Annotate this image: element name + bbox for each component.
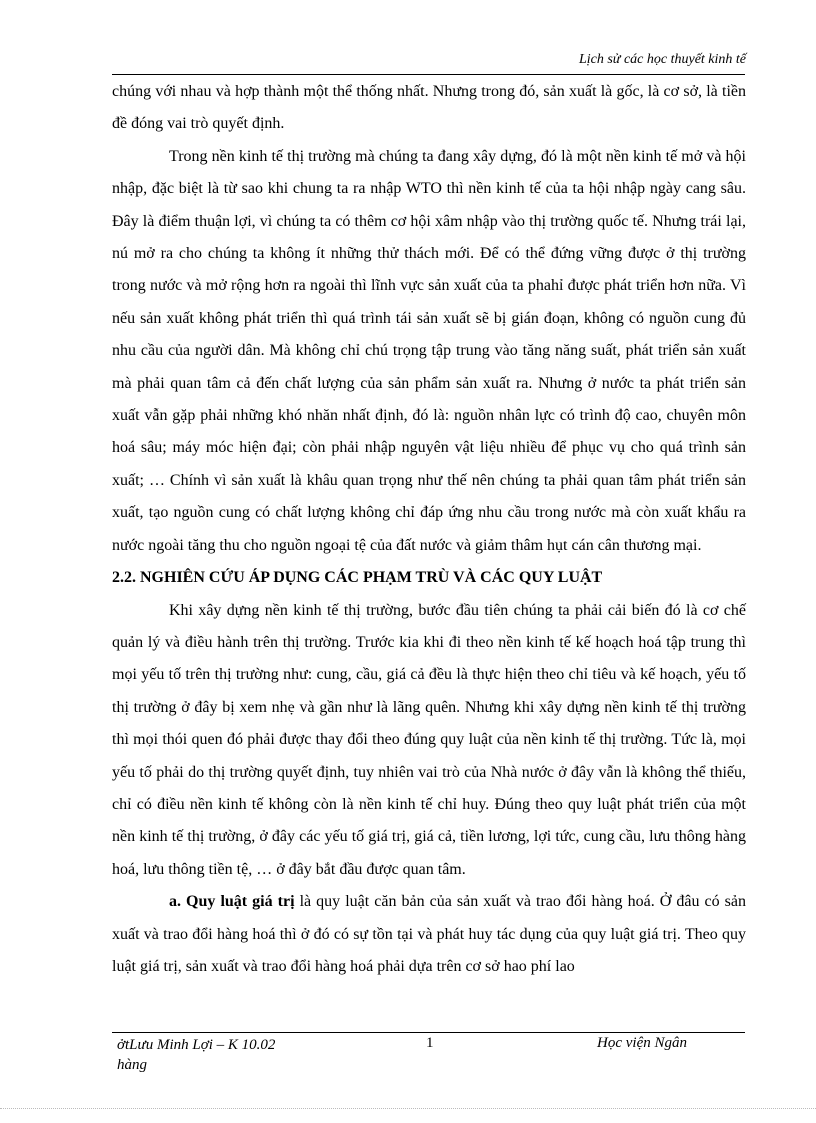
footer-divider: [112, 1032, 745, 1033]
paragraph-law-of-value: [112, 886, 746, 983]
document-body: [112, 76, 746, 983]
page-number: 1: [426, 1035, 434, 1051]
footer-institution: Học viện Ngân: [597, 1035, 687, 1051]
law-of-value-term: a. Quy luật giá trị: [169, 893, 295, 911]
law-of-value-text: là quy luật căn bản của sản xuất và trao đổi hàng hoá. Ở đâu có sản xuất và trao đổi hàng hoá thì ở đó có sự tồn tại và phát huy tác dụng của quy luật giá trị. Theo quy luật giá trị, sản xuất và trao đổi hàng hoá phải dựa trên cơ sở hao phí lao: [112, 893, 746, 975]
footer-author-line1: ởtLưu Minh Lợi – K 10.02: [117, 1037, 276, 1053]
footer-author-line2: hàng: [117, 1057, 147, 1073]
page-edge: [0, 1108, 816, 1109]
paragraph-market-economy: Trong nền kinh tế thị trường mà chúng ta đang xây dựng, đó là một nền kinh tế mở và hội nhập, đặc biệt là từ sao khi chung ta ra nhập WTO thì nền kinh tế của ta hội nhập ngày cang sâu. Đây là điểm thuận lợi, vì chúng ta có thêm cơ hội xâm nhập vào thị trường quốc tế. Nhưng trái lại, nú mở ra cho chúng ta không ít những thử thách mới. Để có thể đứng vững được ở thị trường trong nước và mở rộng hơn ra ngoài thì lĩnh vực sản xuất của ta phahỉ được phát triển hơn nữa. Vì nếu sản xuất không phát triển thì quá trình tái sản xuất sẽ bị gián đoạn, không có nguồn cung đủ nhu cầu của người dân. Mà không chỉ chú trọng tập trung vào tăng năng suất, phát triển sản xuất mà phải quan tâm cả đến chất lượng của sản phẩm sản xuất ra. Nhưng ở nước ta phát triển sản xuất vẫn gặp phải những khó nhăn nhất định, đó là: nguồn nhân lực có trình độ cao, chuyên môn hoá sâu; máy móc hiện đại; còn phải nhập nguyên vật liệu nhiều để phục vụ cho quá trình sản xuất; … Chính vì sản xuất là khâu quan trọng như thế nên chúng ta phải quan tâm phát triển sản xuất, tạo nguồn cung có chất lượng không chỉ đáp ứng nhu cầu trong nước mà còn xuất khẩu ra nước ngoài tăng thu cho nguồn ngoại tệ của đất nước và giảm thâm hụt cán cân thương mại.: [112, 147, 746, 554]
running-header: Lịch sử các học thuyết kinh tế: [578, 52, 746, 67]
footer-author: [117, 1035, 317, 1075]
paragraph-continuation: chúng với nhau và hợp thành một thể thống nhất. Nhưng trong đó, sản xuất là gốc, là cơ sở, là tiền đề đóng vai trò quyết định.: [112, 83, 746, 133]
section-heading: 2.2. NGHIÊN CỨU ÁP DỤNG CÁC PHẠM TRÙ VÀ CÁC QUY LUẬT: [112, 569, 603, 587]
paragraph-market-mechanism: Khi xây dựng nền kinh tế thị trường, bước đầu tiên chúng ta phải cải biến đó là cơ chế quản lý và điều hành trên thị trường. Trước kia khi đi theo nền kinh tế kế hoạch hoá tập trung thì mọi yếu tố trên thị trường như: cung, cầu, giá cả đều là thực hiện theo chỉ tiêu và kế hoạch, yếu tố thị trường ở đây bị xem nhẹ và gần như là lãng quên. Nhưng khi xây dựng nền kinh tế thị trường thì mọi thói quen đó phải được thay đổi theo đúng quy luật của nền kinh tế thị trường. Tức là, mọi yếu tố phải do thị trường quyết định, tuy nhiên vai trò của Nhà nước ở đây vẫn là không thể thiếu, chỉ có điều nền kinh tế không còn là nền kinh tế chỉ huy. Đúng theo quy luật phát triển của một nền kinh tế thị trường, ở đây các yếu tố giá trị, giá cả, tiền lương, lợi tức, cung cầu, lưu thông hàng hoá, lưu thông tiền tệ, … ở đây bắt đầu được quan tâm.: [112, 601, 746, 878]
header-divider: [112, 74, 745, 75]
